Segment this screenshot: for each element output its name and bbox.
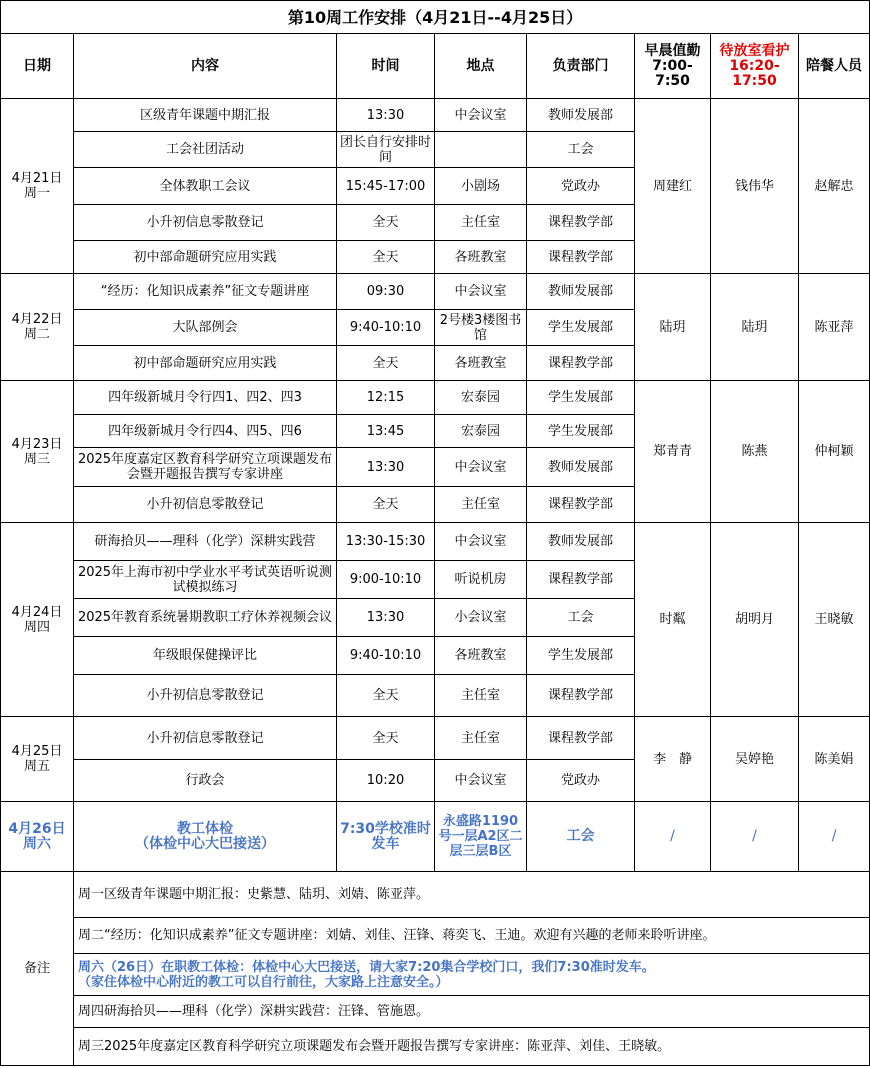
content-cell: 小升初信息零散登记: [74, 487, 337, 523]
dept-cell: 党政办: [527, 168, 635, 205]
dept-cell: 教师发展部: [527, 274, 635, 310]
time-cell: 团长自行安排时间: [337, 132, 435, 168]
date-cell: 4月25日 周五: [1, 717, 74, 802]
place-cell: 永盛路1190号一层A2区二层三层B区: [435, 802, 527, 872]
dept-cell: 学生发展部: [527, 381, 635, 415]
dept-cell: 课程教学部: [527, 675, 635, 717]
table-row: [1, 99, 870, 132]
dept-cell: 学生发展部: [527, 637, 635, 675]
care-duty-cell: 钱伟华: [711, 99, 799, 274]
content-cell: 四年级新城月令行四1、四2、四3: [74, 381, 337, 415]
place-cell: 宏泰园: [435, 415, 527, 448]
care-duty-cell: 胡明月: [711, 523, 799, 717]
place-cell: 听说机房: [435, 561, 527, 599]
dept-cell: 工会: [527, 599, 635, 637]
header-time: 时间: [337, 34, 435, 99]
content-cell: 研海拾贝——理科（化学）深耕实践营: [74, 523, 337, 561]
place-cell: 各班教室: [435, 637, 527, 675]
dept-cell: 课程教学部: [527, 241, 635, 274]
date-cell: 4月26日 周六: [1, 802, 74, 872]
header-date: 日期: [1, 34, 74, 99]
place-cell: [435, 132, 527, 168]
time-cell: 全天: [337, 241, 435, 274]
dept-cell: 工会: [527, 802, 635, 872]
morning-duty-cell: 陆玥: [635, 274, 711, 381]
meal-cell: /: [799, 802, 870, 872]
time-cell: 9:40-10:10: [337, 637, 435, 675]
dept-cell: 课程教学部: [527, 346, 635, 381]
dept-cell: 课程教学部: [527, 205, 635, 241]
header-care-duty: 待放室看护 16:20-17:50: [711, 34, 799, 99]
place-cell: 各班教室: [435, 241, 527, 274]
content-cell: 教工体检 （体检中心大巴接送）: [74, 802, 337, 872]
place-cell: 宏泰园: [435, 381, 527, 415]
notes-label: 备注: [1, 872, 74, 1066]
place-cell: 主任室: [435, 205, 527, 241]
place-cell: 小剧场: [435, 168, 527, 205]
time-cell: 13:30-15:30: [337, 523, 435, 561]
dept-cell: 学生发展部: [527, 310, 635, 346]
place-cell: 中会议室: [435, 274, 527, 310]
morning-duty-cell: 李 静: [635, 717, 711, 802]
place-cell: 2号楼3楼图书馆: [435, 310, 527, 346]
dept-cell: 课程教学部: [527, 561, 635, 599]
date-cell: 4月24日 周四: [1, 523, 74, 717]
dept-cell: 党政办: [527, 760, 635, 802]
note-row: [1, 954, 870, 996]
note-row: [1, 918, 870, 954]
place-cell: 中会议室: [435, 448, 527, 487]
time-cell: 13:30: [337, 599, 435, 637]
header-content: 内容: [74, 34, 337, 99]
content-cell: 行政会: [74, 760, 337, 802]
dept-cell: 教师发展部: [527, 99, 635, 132]
care-duty-cell: 吴婷艳: [711, 717, 799, 802]
content-cell: 小升初信息零散登记: [74, 675, 337, 717]
content-cell: “经历：化知识成素养”征文专题讲座: [74, 274, 337, 310]
header-row: [1, 34, 870, 99]
table-row-saturday: [1, 802, 870, 872]
note-text: 周六（26日）在职教工体检：体检中心大巴接送，请大家7:20集合学校门口，我们7:30准时发车。 （家住体检中心附近的教工可以自行前往，大家路上注意安全。）: [74, 954, 870, 996]
place-cell: 主任室: [435, 675, 527, 717]
place-cell: 各班教室: [435, 346, 527, 381]
dept-cell: 工会: [527, 132, 635, 168]
time-cell: 10:20: [337, 760, 435, 802]
page-title: 第10周工作安排（4月21日--4月25日）: [1, 1, 870, 34]
dept-cell: 课程教学部: [527, 717, 635, 760]
date-cell: 4月21日 周一: [1, 99, 74, 274]
time-cell: 全天: [337, 205, 435, 241]
content-cell: 四年级新城月令行四4、四5、四6: [74, 415, 337, 448]
place-cell: 主任室: [435, 487, 527, 523]
time-cell: 12:15: [337, 381, 435, 415]
time-cell: 全天: [337, 675, 435, 717]
note-row: [1, 1028, 870, 1066]
note-row: [1, 872, 870, 918]
table-row: [1, 717, 870, 760]
note-text: 周二“经历：化知识成素养”征文专题讲座：刘婧、刘佳、汪锋、蒋奕飞、王迪。欢迎有兴趣的老师来聆听讲座。: [74, 918, 870, 954]
time-cell: 09:30: [337, 274, 435, 310]
content-cell: 大队部例会: [74, 310, 337, 346]
time-cell: 13:30: [337, 448, 435, 487]
morning-duty-cell: 郑青青: [635, 381, 711, 523]
meal-cell: 仲柯颖: [799, 381, 870, 523]
note-text: 周三2025年度嘉定区教育科学研究立项课题发布会暨开题报告撰写专家讲座：陈亚萍、刘佳、王晓敏。: [74, 1028, 870, 1066]
care-duty-cell: /: [711, 802, 799, 872]
date-cell: 4月23日 周三: [1, 381, 74, 523]
time-cell: 13:45: [337, 415, 435, 448]
morning-duty-cell: 周建红: [635, 99, 711, 274]
meal-cell: 赵解忠: [799, 99, 870, 274]
note-text: 周一区级青年课题中期汇报：史紫慧、陆玥、刘婧、陈亚萍。: [74, 872, 870, 918]
content-cell: 2025年上海市初中学业水平考试英语听说测试模拟练习: [74, 561, 337, 599]
time-cell: 13:30: [337, 99, 435, 132]
table-row: [1, 381, 870, 415]
content-cell: 区级青年课题中期汇报: [74, 99, 337, 132]
content-cell: 小升初信息零散登记: [74, 717, 337, 760]
time-cell: 15:45-17:00: [337, 168, 435, 205]
content-cell: 初中部命题研究应用实践: [74, 241, 337, 274]
place-cell: 中会议室: [435, 523, 527, 561]
note-text: 周四研海拾贝——理科（化学）深耕实践营：汪锋、管施恩。: [74, 996, 870, 1028]
content-cell: 初中部命题研究应用实践: [74, 346, 337, 381]
content-cell: 年级眼保健操评比: [74, 637, 337, 675]
date-cell: 4月22日 周二: [1, 274, 74, 381]
place-cell: 中会议室: [435, 760, 527, 802]
meal-cell: 陈美娟: [799, 717, 870, 802]
note-row: [1, 996, 870, 1028]
care-duty-cell: 陈燕: [711, 381, 799, 523]
content-cell: 2025年教育系统暑期教职工疗休养视频会议: [74, 599, 337, 637]
dept-cell: 教师发展部: [527, 523, 635, 561]
time-cell: 7:30学校准时发车: [337, 802, 435, 872]
morning-duty-cell: /: [635, 802, 711, 872]
morning-duty-cell: 时粼: [635, 523, 711, 717]
content-cell: 工会社团活动: [74, 132, 337, 168]
time-cell: 全天: [337, 346, 435, 381]
content-cell: 2025年度嘉定区教育科学研究立项课题发布会暨开题报告撰写专家讲座: [74, 448, 337, 487]
header-place: 地点: [435, 34, 527, 99]
place-cell: 小会议室: [435, 599, 527, 637]
place-cell: 中会议室: [435, 99, 527, 132]
meal-cell: 王晓敏: [799, 523, 870, 717]
time-cell: 全天: [337, 487, 435, 523]
content-cell: 小升初信息零散登记: [74, 205, 337, 241]
dept-cell: 教师发展部: [527, 448, 635, 487]
care-duty-cell: 陆玥: [711, 274, 799, 381]
content-cell: 全体教职工会议: [74, 168, 337, 205]
table-row: [1, 523, 870, 561]
header-meal: 陪餐人员: [799, 34, 870, 99]
dept-cell: 课程教学部: [527, 487, 635, 523]
header-dept: 负责部门: [527, 34, 635, 99]
table-row: [1, 274, 870, 310]
header-morning-duty: 早晨值勤 7:00-7:50: [635, 34, 711, 99]
place-cell: 主任室: [435, 717, 527, 760]
time-cell: 9:40-10:10: [337, 310, 435, 346]
dept-cell: 学生发展部: [527, 415, 635, 448]
meal-cell: 陈亚萍: [799, 274, 870, 381]
time-cell: 全天: [337, 717, 435, 760]
time-cell: 9:00-10:10: [337, 561, 435, 599]
